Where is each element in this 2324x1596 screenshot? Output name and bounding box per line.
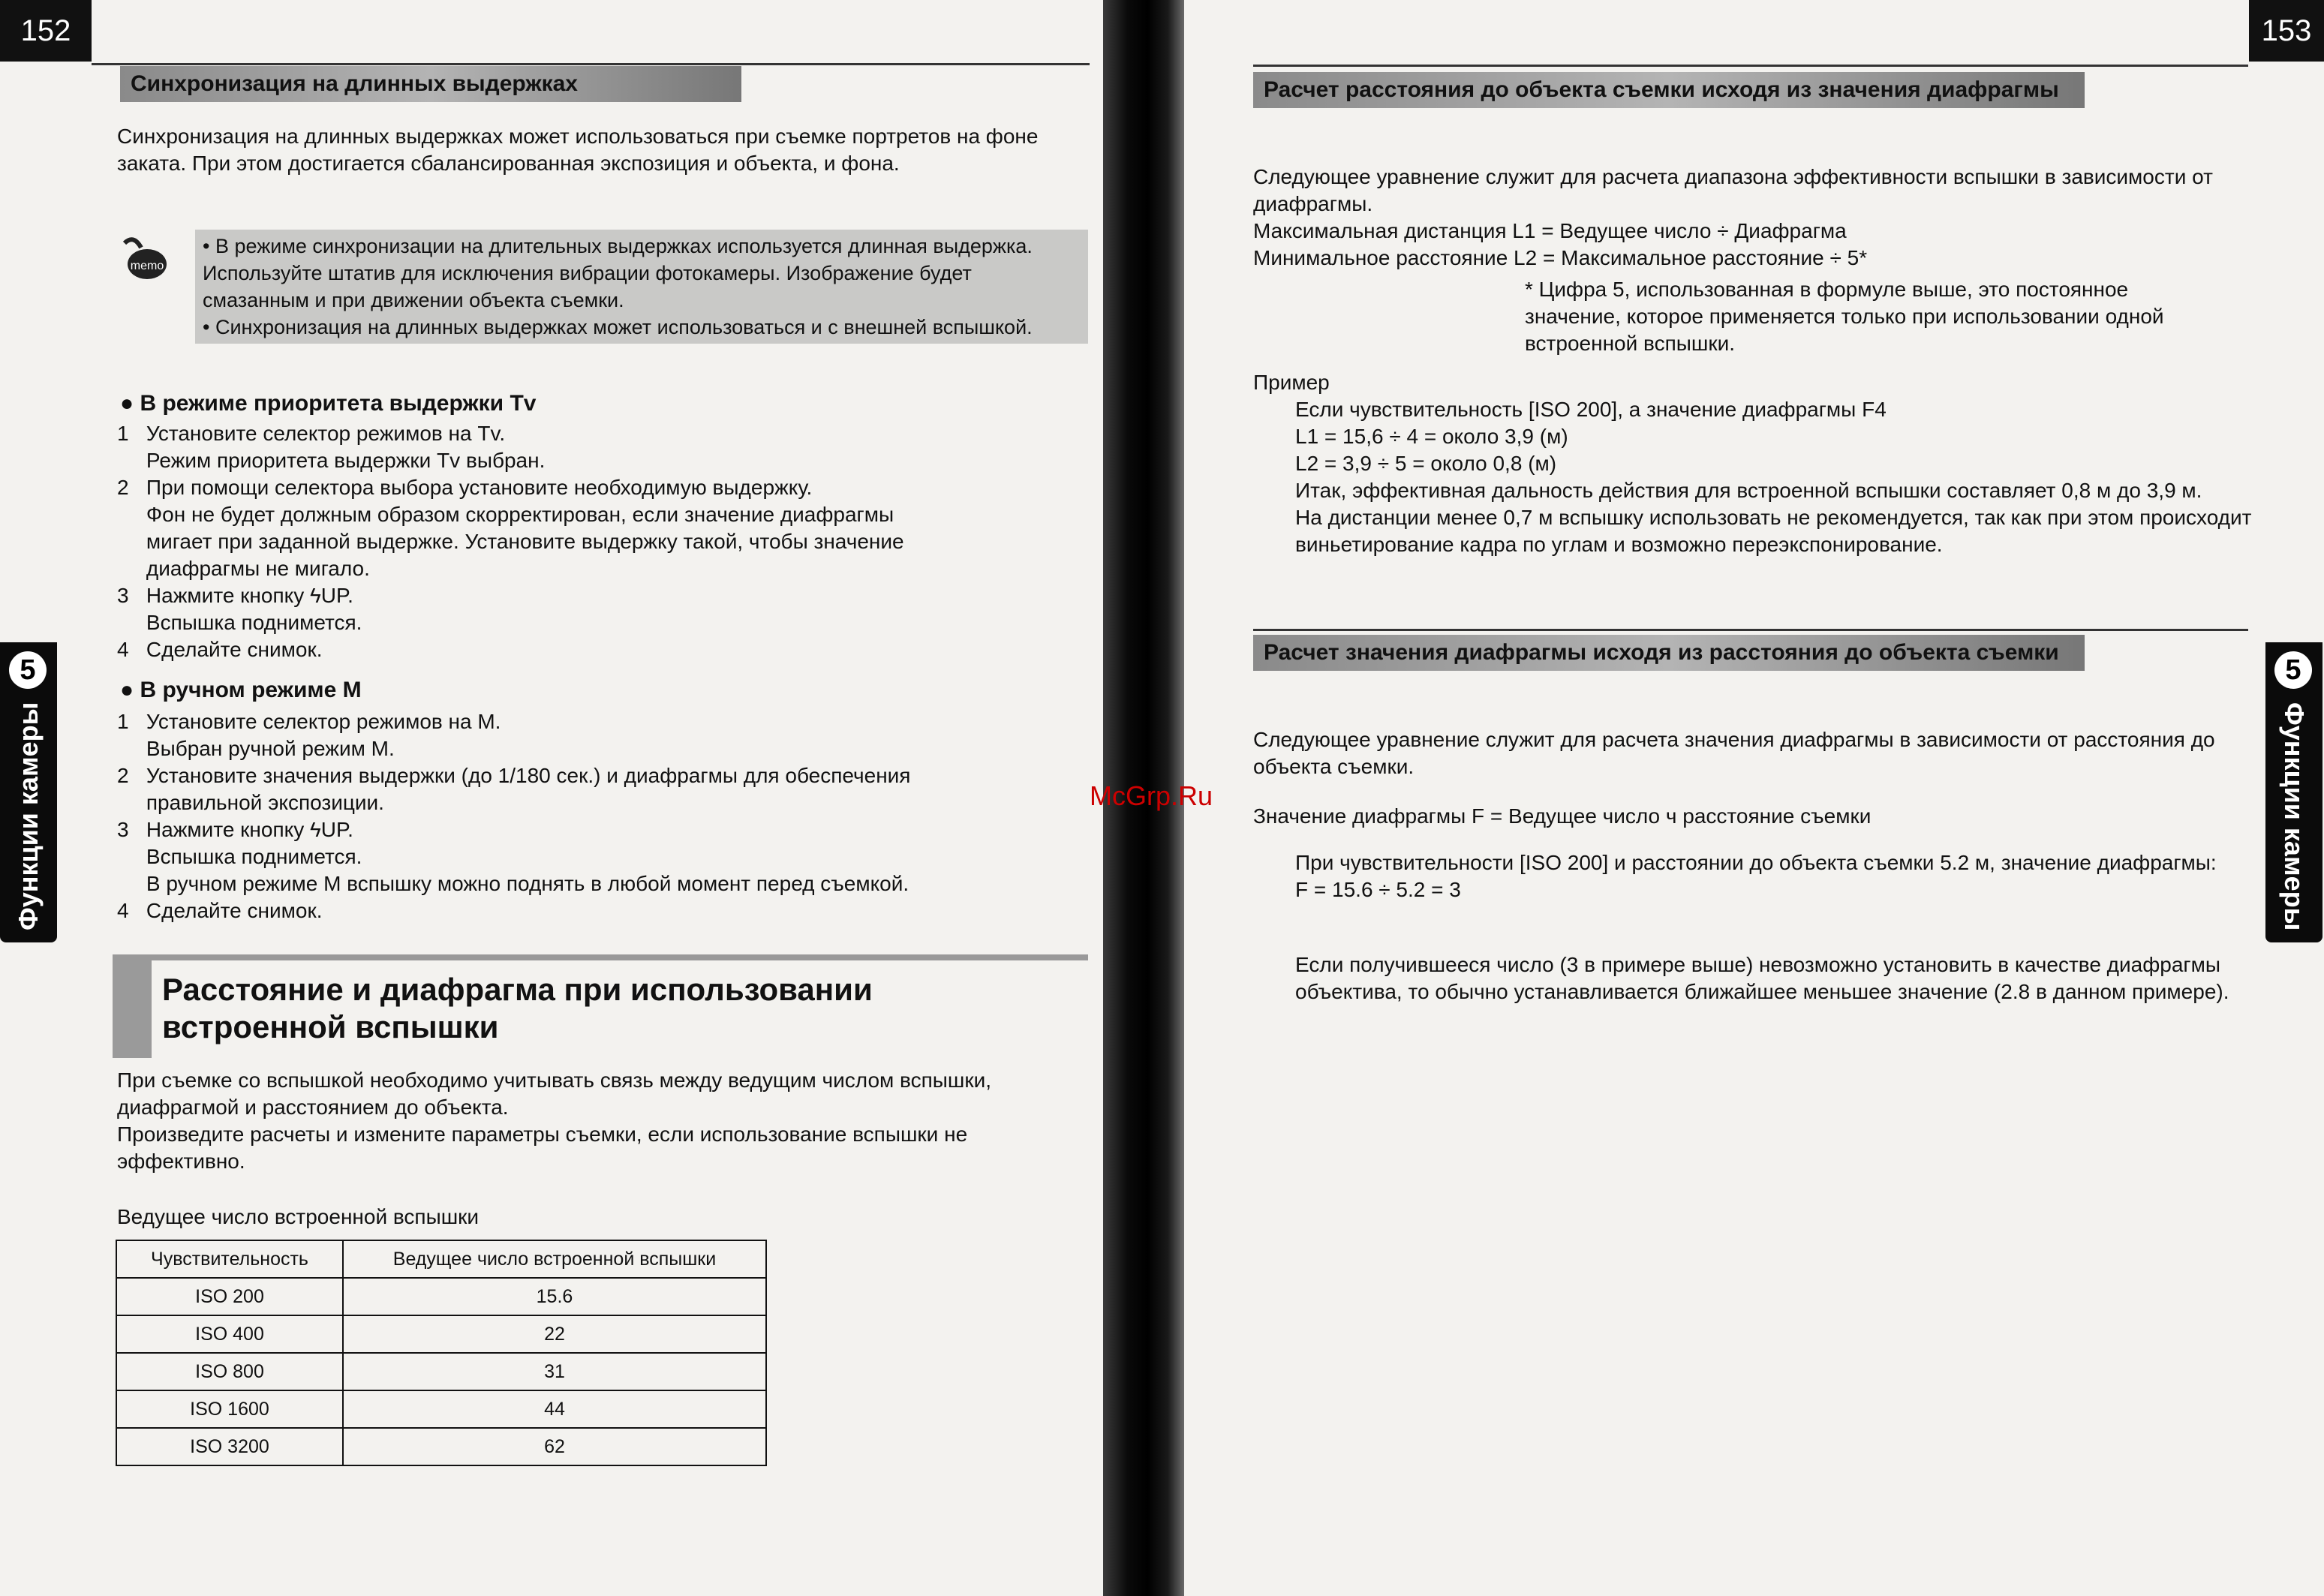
table-cell: 31 xyxy=(343,1353,766,1390)
top-rule xyxy=(1253,65,2248,67)
closing-text: Если получившееся число (3 в примере выше) невозможно установить в качестве диафрагмы объектива, то обычно устанавливается ближайшее меньшее значение (2.8 в данном примере). xyxy=(1295,953,2229,1003)
manual-heading: ● В ручном режиме M xyxy=(120,678,362,702)
table-row xyxy=(116,1353,766,1390)
memo-icon xyxy=(119,233,171,285)
page-number: 153 xyxy=(2249,0,2324,62)
title-marker xyxy=(113,960,152,1058)
table-cell: ISO 400 xyxy=(116,1315,343,1353)
section-header: Синхронизация на длинных выдержках xyxy=(120,66,741,102)
section-title: Расстояние и диафрагма при использовании встроенной вспышки xyxy=(162,972,873,1044)
table-header: Ведущее число встроенной вспышки xyxy=(343,1240,766,1278)
table-caption: Ведущее число встроенной вспышки xyxy=(117,1205,480,1228)
top-rule xyxy=(92,63,1090,65)
example-label: Пример xyxy=(1253,371,1330,394)
manual-steps: 1 Установите селектор режимов на M. Выбран ручной режим M. 2 Установите значения выдержки (до 1/180 сек.) и диафрагмы для обеспечения правильной экспозиции. 3 Нажмите кнопку ϟUP. Вспышка поднимется. В ручном режиме M вспышку можно поднять в любой момент перед съемкой. 4 Сделайте снимок. xyxy=(117,710,911,922)
section-text: При съемке со вспышкой необходимо учитывать связь между ведущим числом вспышки, диафрагмой и расстоянием до объекта. Произведите расчеты и измените параметры съемки, если использование вспышки не эффективно. xyxy=(117,1069,992,1173)
left-page xyxy=(0,0,1103,1596)
title-rule xyxy=(113,954,1088,960)
section-text: Следующее уравнение служит для расчета значения диафрагмы в зависимости от расстояния до объекта съемки. xyxy=(1253,728,2215,778)
table-header-row xyxy=(116,1240,766,1278)
table-cell: ISO 200 xyxy=(116,1278,343,1315)
table-cell: 62 xyxy=(343,1428,766,1465)
formula: Значение диафрагмы F = Ведущее число ч расстояние съемки xyxy=(1253,804,1872,828)
section-rule xyxy=(1253,629,2248,631)
table-cell: 22 xyxy=(343,1315,766,1353)
section-header: Расчет значения диафрагмы исходя из расстояния до объекта съемки xyxy=(1253,635,2085,671)
chapter-tab xyxy=(0,642,57,942)
page-number: 152 xyxy=(0,0,92,62)
example-text: Если чувствительность [ISO 200], а значение диафрагмы F4 L1 = 15,6 ÷ 4 = около 3,9 (м) L2 = 3,9 ÷ 5 = около 0,8 (м) Итак, эффективная дальность действия для встроенной вспышки составляет 0,8 м до 3,9 м. На дистанции менее 0,7 м вспышку использовать не рекомендуется, так как при этом происходит виньетирование кадра по углам и возможно переэкспонирование. xyxy=(1295,398,2252,556)
tv-steps: 1 Установите селектор режимов на Tv. Режим приоритета выдержки Tv выбран. 2 При помощи селектора выбора установите необходимую выдержку. Фон не будет должным образом скорректирован, если значение диафрагмы мигает при заданной выдержке. Установите выдержку такой, чтобы значение диафрагмы не мигало. 3 Нажмите кнопку ϟUP. Вспышка поднимется. 4 Сделайте снимок. xyxy=(117,422,904,661)
guide-number-table xyxy=(116,1240,767,1466)
example-text: При чувствительности [ISO 200] и расстоянии до объекта съемки 5.2 м, значение диафрагмы: F = 15.6 ÷ 5.2 = 3 xyxy=(1295,851,2217,901)
table-cell: ISO 1600 xyxy=(116,1390,343,1428)
table-cell: ISO 800 xyxy=(116,1353,343,1390)
section-text: Синхронизация на длинных выдержках может использоваться при съемке портретов на фоне заката. При этом достигается сбалансированная экспозиция и объекта, и фона. xyxy=(117,125,1039,175)
chapter-label: Функции камеры xyxy=(2279,702,2310,931)
table-row xyxy=(116,1390,766,1428)
table-row xyxy=(116,1278,766,1315)
table-cell: 44 xyxy=(343,1390,766,1428)
section-text: Следующее уравнение служит для расчета диапазона эффективности вспышки в зависимости от диафрагмы. Максимальная дистанция L1 = Ведущее число ÷ Диафрагма Минимальное расстояние L2 = Максимальное расстояние ÷ 5* xyxy=(1253,165,2213,269)
chapter-number: 5 xyxy=(2274,651,2312,689)
table-row xyxy=(116,1428,766,1465)
right-page xyxy=(1184,0,2324,1596)
tv-heading: ● В режиме приоритета выдержки Tv xyxy=(120,391,537,416)
chapter-number: 5 xyxy=(9,651,47,689)
section-header: Расчет расстояния до объекта съемки исходя из значения диафрагмы xyxy=(1253,72,2085,108)
watermark: McGrp.Ru xyxy=(1090,780,1213,811)
table-cell: ISO 3200 xyxy=(116,1428,343,1465)
svg-text:memo: memo xyxy=(130,260,164,272)
table-cell: 15.6 xyxy=(343,1278,766,1315)
chapter-label: Функции камеры xyxy=(13,702,44,931)
table-header: Чувствительность xyxy=(116,1240,343,1278)
note-box: • В режиме синхронизации на длительных выдержках используется длинная выдержка. Используйте штатив для исключения вибрации фотокамеры. Изображение будет смазанным и при движении объекта съемки. • Синхронизация на длинных выдержках может использоваться и с внешней вспышкой. xyxy=(195,230,1088,344)
footnote: * Цифра 5, использованная в формуле выше, это постоянное значение, которое применяется только при использовании одной встроенной вспышки. xyxy=(1525,278,2164,355)
chapter-tab xyxy=(2265,642,2322,942)
table-row xyxy=(116,1315,766,1353)
